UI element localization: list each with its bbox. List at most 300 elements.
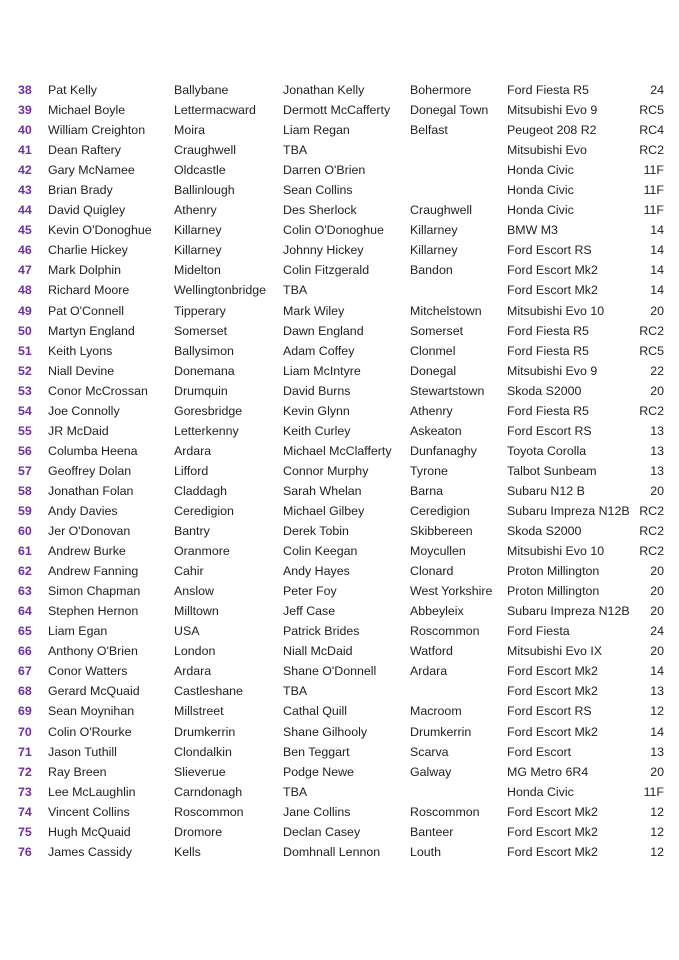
car-model: Ford Escort <box>507 744 572 759</box>
driver-town: Killarney <box>174 223 222 238</box>
car-model: Subaru Impreza N12B <box>507 503 630 518</box>
entry-row <box>0 541 679 561</box>
car-model: Ford Fiesta <box>507 624 570 639</box>
driver-town: London <box>174 644 216 659</box>
class-code: 13 <box>650 744 664 759</box>
entry-row <box>0 180 679 200</box>
car-model: Ford Escort Mk2 <box>507 684 598 699</box>
car-model: Proton Millington <box>507 584 600 599</box>
driver-town: Castleshane <box>174 684 243 699</box>
driver-name: James Cassidy <box>48 844 133 859</box>
entry-row <box>0 621 679 641</box>
entry-row <box>0 441 679 461</box>
driver-town: Ballybane <box>174 83 229 97</box>
class-code: 20 <box>650 584 664 599</box>
car-model: Subaru N12 B <box>507 483 585 498</box>
driver-town: Goresbridge <box>174 403 243 418</box>
driver-name: Brian Brady <box>48 183 113 198</box>
class-code: 11F <box>643 203 664 218</box>
car-model: Ford Escort Mk2 <box>507 804 598 819</box>
car-number: 58 <box>18 483 32 498</box>
driver-town: Ballysimon <box>174 343 234 358</box>
driver-name: Kevin O'Donoghue <box>48 223 152 238</box>
driver-name: William Creighton <box>48 123 146 138</box>
car-number: 48 <box>18 283 32 298</box>
codriver-town: Bohermore <box>410 83 472 97</box>
codriver-town: Athenry <box>410 403 453 418</box>
car-model: Mitsubishi Evo <box>507 143 587 158</box>
codriver-name: Darren O'Brien <box>283 163 366 178</box>
codriver-town: Belfast <box>410 123 448 138</box>
entry-row <box>0 421 679 441</box>
car-number: 59 <box>18 503 32 518</box>
driver-name: Conor McCrossan <box>48 383 148 398</box>
driver-name: Lee McLaughlin <box>48 784 136 799</box>
driver-name: Jonathan Folan <box>48 483 134 498</box>
codriver-name: Johnny Hickey <box>283 243 364 258</box>
entry-row <box>0 240 679 260</box>
car-model: Mitsubishi Evo 9 <box>507 363 598 378</box>
car-model: Ford Fiesta R5 <box>507 403 589 418</box>
entry-row <box>0 561 679 581</box>
codriver-name: Colin Keegan <box>283 544 358 559</box>
driver-town: Killarney <box>174 243 222 258</box>
class-code: 14 <box>650 223 664 238</box>
car-model: Peugeot 208 R2 <box>507 123 597 138</box>
driver-town: Drumquin <box>174 383 228 398</box>
codriver-name: Jane Collins <box>283 804 351 819</box>
car-number: 65 <box>18 624 32 639</box>
codriver-name: Colin Fitzgerald <box>283 263 370 278</box>
entry-row <box>0 361 679 381</box>
entry-row <box>0 381 679 401</box>
driver-town: Milltown <box>174 604 219 619</box>
codriver-town: Abbeyleix <box>410 604 464 619</box>
driver-town: Letterkenny <box>174 423 239 438</box>
car-model: Ford Escort RS <box>507 423 592 438</box>
car-number: 69 <box>18 704 32 719</box>
entry-row <box>0 681 679 701</box>
driver-name: Keith Lyons <box>48 343 113 358</box>
car-number: 53 <box>18 383 32 398</box>
driver-town: Lettermacward <box>174 103 256 118</box>
car-model: Honda Civic <box>507 163 574 178</box>
codriver-name: Shane Gilhooly <box>283 724 368 739</box>
class-code: RC2 <box>639 544 664 559</box>
driver-name: Geoffrey Dolan <box>48 463 132 478</box>
entry-row <box>0 200 679 220</box>
codriver-name: TBA <box>283 784 308 799</box>
entry-row <box>0 701 679 721</box>
driver-name: Liam Egan <box>48 624 108 639</box>
driver-town: Carndonagh <box>174 784 243 799</box>
codriver-name: Michael McClafferty <box>283 443 392 458</box>
driver-name: Andrew Burke <box>48 544 126 559</box>
codriver-town: Bandon <box>410 263 453 278</box>
car-model: Ford Escort Mk2 <box>507 844 598 859</box>
car-model: Ford Escort Mk2 <box>507 724 598 739</box>
codriver-name: Shane O'Donnell <box>283 664 377 679</box>
driver-town: Lifford <box>174 463 209 478</box>
entry-row <box>0 601 679 621</box>
entry-row <box>0 842 679 862</box>
driver-town: Dromore <box>174 824 223 839</box>
entry-list <box>0 80 679 862</box>
codriver-town: Askeaton <box>410 423 462 438</box>
class-code: 13 <box>650 423 664 438</box>
driver-name: Jason Tuthill <box>48 744 117 759</box>
car-model: Ford Fiesta R5 <box>507 323 589 338</box>
car-number: 62 <box>18 564 32 579</box>
codriver-town: Tyrone <box>410 463 448 478</box>
car-number: 61 <box>18 544 32 559</box>
codriver-name: Colin O'Donoghue <box>283 223 384 238</box>
codriver-town: Galway <box>410 764 452 779</box>
codriver-name: Declan Casey <box>283 824 361 839</box>
codriver-name: Mark Wiley <box>283 303 345 318</box>
codriver-name: Keith Curley <box>283 423 351 438</box>
class-code: 20 <box>650 383 664 398</box>
codriver-town: Roscommon <box>410 804 480 819</box>
codriver-town: Banteer <box>410 824 454 839</box>
class-code: RC5 <box>639 343 664 358</box>
driver-name: Dean Raftery <box>48 143 122 158</box>
codriver-name: Des Sherlock <box>283 203 357 218</box>
car-model: Toyota Corolla <box>507 443 587 458</box>
car-model: Mitsubishi Evo IX <box>507 644 603 659</box>
driver-name: Gary McNamee <box>48 163 135 178</box>
car-number: 67 <box>18 664 32 679</box>
codriver-town: Mitchelstown <box>410 303 482 318</box>
codriver-town: Craughwell <box>410 203 472 218</box>
driver-name: Jer O'Donovan <box>48 524 131 539</box>
class-code: 14 <box>650 243 664 258</box>
codriver-name: Liam Regan <box>283 123 350 138</box>
driver-name: Michael Boyle <box>48 103 126 118</box>
car-model: Skoda S2000 <box>507 524 582 539</box>
driver-town: Ballinlough <box>174 183 235 198</box>
entry-row <box>0 722 679 742</box>
car-model: Ford Fiesta R5 <box>507 343 589 358</box>
class-code: 11F <box>643 163 664 178</box>
codriver-name: Andy Hayes <box>283 564 350 579</box>
entry-row <box>0 742 679 762</box>
car-model: Ford Escort Mk2 <box>507 824 598 839</box>
driver-town: Cahir <box>174 564 204 579</box>
entry-row <box>0 762 679 782</box>
driver-town: Ceredigion <box>174 503 234 518</box>
codriver-town: Ardara <box>410 664 448 679</box>
car-model: Ford Escort Mk2 <box>507 263 598 278</box>
codriver-town: Killarney <box>410 243 458 258</box>
entry-row <box>0 481 679 501</box>
class-code: 20 <box>650 604 664 619</box>
driver-town: Ardara <box>174 664 212 679</box>
codriver-town: Watford <box>410 644 453 659</box>
entry-row <box>0 521 679 541</box>
driver-town: Kells <box>174 844 201 859</box>
car-number: 60 <box>18 524 32 539</box>
entry-row <box>0 260 679 280</box>
car-number: 56 <box>18 443 32 458</box>
class-code: 24 <box>650 624 664 639</box>
driver-town: Anslow <box>174 584 214 599</box>
codriver-name: Dawn England <box>283 323 364 338</box>
driver-name: Niall Devine <box>48 363 115 378</box>
class-code: RC4 <box>639 123 664 138</box>
car-number: 41 <box>18 143 32 158</box>
driver-town: Slieverue <box>174 764 226 779</box>
car-number: 43 <box>18 183 32 198</box>
entry-row <box>0 160 679 180</box>
car-number: 64 <box>18 604 32 619</box>
codriver-town: Roscommon <box>410 624 480 639</box>
entry-row <box>0 120 679 140</box>
class-code: 20 <box>650 564 664 579</box>
codriver-name: Adam Coffey <box>283 343 355 358</box>
driver-name: Richard Moore <box>48 283 130 298</box>
driver-town: Donemana <box>174 363 235 378</box>
car-number: 38 <box>18 83 32 97</box>
codriver-name: Patrick Brides <box>283 624 360 639</box>
class-code: RC2 <box>639 143 664 158</box>
codriver-name: Cathal Quill <box>283 704 348 719</box>
driver-town: Roscommon <box>174 804 244 819</box>
driver-name: Anthony O'Brien <box>48 644 138 659</box>
driver-name: Stephen Hernon <box>48 604 139 619</box>
car-number: 68 <box>18 684 32 699</box>
entry-row <box>0 301 679 321</box>
codriver-town: Donegal <box>410 363 457 378</box>
entry-row <box>0 280 679 300</box>
car-number: 71 <box>18 744 32 759</box>
driver-town: Oranmore <box>174 544 230 559</box>
codriver-name: TBA <box>283 143 308 158</box>
class-code: 12 <box>650 824 664 839</box>
car-model: Ford Escort RS <box>507 704 592 719</box>
driver-town: Somerset <box>174 323 228 338</box>
entry-row <box>0 80 679 100</box>
codriver-name: Domhnall Lennon <box>283 844 381 859</box>
car-number: 40 <box>18 123 32 138</box>
class-code: 11F <box>643 183 664 198</box>
car-number: 42 <box>18 163 32 178</box>
entry-row <box>0 321 679 341</box>
car-model: Ford Fiesta R5 <box>507 83 589 97</box>
car-number: 47 <box>18 263 32 278</box>
driver-town: Tipperary <box>174 303 226 318</box>
car-model: Honda Civic <box>507 784 574 799</box>
car-model: Ford Escort Mk2 <box>507 283 598 298</box>
entry-row <box>0 641 679 661</box>
car-number: 63 <box>18 584 32 599</box>
codriver-name: Derek Tobin <box>283 524 349 539</box>
class-code: 11F <box>643 784 664 799</box>
codriver-name: David Burns <box>283 383 351 398</box>
driver-name: Charlie Hickey <box>48 243 128 258</box>
codriver-town: Ceredigion <box>410 503 470 518</box>
driver-name: Andy Davies <box>48 503 118 518</box>
entry-row <box>0 461 679 481</box>
codriver-name: Jonathan Kelly <box>283 83 365 97</box>
driver-name: Sean Moynihan <box>48 704 135 719</box>
driver-name: Mark Dolphin <box>48 263 121 278</box>
driver-name: Joe Connolly <box>48 403 120 418</box>
driver-town: USA <box>174 624 200 639</box>
driver-town: Clondalkin <box>174 744 232 759</box>
car-number: 57 <box>18 463 32 478</box>
car-model: Honda Civic <box>507 203 574 218</box>
codriver-name: Liam McIntyre <box>283 363 361 378</box>
car-number: 51 <box>18 343 32 358</box>
class-code: 12 <box>650 704 664 719</box>
class-code: 13 <box>650 443 664 458</box>
entry-row <box>0 581 679 601</box>
codriver-town: Stewartstown <box>410 383 485 398</box>
driver-name: Ray Breen <box>48 764 107 779</box>
class-code: 12 <box>650 844 664 859</box>
car-number: 50 <box>18 323 32 338</box>
driver-town: Millstreet <box>174 704 224 719</box>
class-code: 14 <box>650 664 664 679</box>
codriver-name: Jeff Case <box>283 604 336 619</box>
codriver-name: Peter Foy <box>283 584 337 599</box>
driver-town: Bantry <box>174 524 210 539</box>
driver-town: Craughwell <box>174 143 236 158</box>
car-number: 49 <box>18 303 32 318</box>
car-number: 66 <box>18 644 32 659</box>
car-number: 45 <box>18 223 32 238</box>
codriver-name: Ben Teggart <box>283 744 350 759</box>
codriver-name: Michael Gilbey <box>283 503 365 518</box>
class-code: RC2 <box>639 524 664 539</box>
driver-town: Claddagh <box>174 483 228 498</box>
entry-row <box>0 782 679 802</box>
car-number: 73 <box>18 784 32 799</box>
codriver-name: Connor Murphy <box>283 463 369 478</box>
car-model: Mitsubishi Evo 9 <box>507 103 598 118</box>
driver-name: Andrew Fanning <box>48 564 139 579</box>
driver-name: Vincent Collins <box>48 804 130 819</box>
codriver-town: Skibbereen <box>410 524 473 539</box>
class-code: RC2 <box>639 403 664 418</box>
driver-town: Athenry <box>174 203 217 218</box>
driver-name: Colin O'Rourke <box>48 724 132 739</box>
driver-name: JR McDaid <box>48 423 109 438</box>
car-model: Proton Millington <box>507 564 600 579</box>
entry-row <box>0 661 679 681</box>
car-model: BMW M3 <box>507 223 558 238</box>
codriver-town: West Yorkshire <box>410 584 493 599</box>
driver-town: Drumkerrin <box>174 724 236 739</box>
class-code: 14 <box>650 283 664 298</box>
car-number: 74 <box>18 804 32 819</box>
entry-row <box>0 802 679 822</box>
codriver-name: Podge Newe <box>283 764 354 779</box>
class-code: 20 <box>650 764 664 779</box>
car-number: 76 <box>18 844 32 859</box>
car-model: Mitsubishi Evo 10 <box>507 544 605 559</box>
class-code: 24 <box>650 83 664 97</box>
entry-row <box>0 220 679 240</box>
car-number: 44 <box>18 203 32 218</box>
driver-name: Simon Chapman <box>48 584 141 599</box>
car-model: Honda Civic <box>507 183 574 198</box>
car-number: 75 <box>18 824 32 839</box>
car-model: Skoda S2000 <box>507 383 582 398</box>
driver-name: Columba Heena <box>48 443 138 458</box>
car-number: 52 <box>18 363 32 378</box>
codriver-town: Macroom <box>410 704 462 719</box>
class-code: 14 <box>650 263 664 278</box>
class-code: 20 <box>650 303 664 318</box>
driver-town: Moira <box>174 123 205 138</box>
codriver-town: Somerset <box>410 323 464 338</box>
codriver-name: TBA <box>283 283 308 298</box>
car-model: Ford Escort Mk2 <box>507 664 598 679</box>
car-number: 46 <box>18 243 32 258</box>
entry-row <box>0 140 679 160</box>
codriver-name: Sean Collins <box>283 183 353 198</box>
codriver-name: TBA <box>283 684 308 699</box>
codriver-name: Dermott McCafferty <box>283 103 391 118</box>
class-code: 12 <box>650 804 664 819</box>
car-number: 54 <box>18 403 32 418</box>
codriver-town: Drumkerrin <box>410 724 472 739</box>
class-code: 13 <box>650 684 664 699</box>
codriver-town: Louth <box>410 844 442 859</box>
driver-town: Wellingtonbridge <box>174 283 267 298</box>
codriver-town: Killarney <box>410 223 458 238</box>
driver-name: Gerard McQuaid <box>48 684 140 699</box>
class-code: 22 <box>650 363 664 378</box>
entry-row <box>0 822 679 842</box>
codriver-town: Scarva <box>410 744 449 759</box>
codriver-name: Sarah Whelan <box>283 483 362 498</box>
car-model: MG Metro 6R4 <box>507 764 589 779</box>
car-number: 39 <box>18 103 32 118</box>
class-code: 20 <box>650 483 664 498</box>
driver-name: Pat O'Connell <box>48 303 125 318</box>
driver-name: David Quigley <box>48 203 126 218</box>
entry-row <box>0 341 679 361</box>
car-number: 55 <box>18 423 32 438</box>
car-model: Talbot Sunbeam <box>507 463 597 478</box>
codriver-town: Donegal Town <box>410 103 489 118</box>
class-code: RC5 <box>639 103 664 118</box>
driver-town: Oldcastle <box>174 163 226 178</box>
class-code: RC2 <box>639 503 664 518</box>
driver-town: Ardara <box>174 443 212 458</box>
driver-name: Pat Kelly <box>48 83 97 97</box>
class-code: 14 <box>650 724 664 739</box>
entry-row <box>0 501 679 521</box>
driver-name: Hugh McQuaid <box>48 824 131 839</box>
driver-town: Midelton <box>174 263 221 278</box>
codriver-town: Clonmel <box>410 343 456 358</box>
codriver-town: Barna <box>410 483 444 498</box>
codriver-town: Moycullen <box>410 544 466 559</box>
codriver-town: Clonard <box>410 564 454 579</box>
car-number: 72 <box>18 764 32 779</box>
codriver-name: Kevin Glynn <box>283 403 350 418</box>
class-code: 20 <box>650 644 664 659</box>
car-model: Ford Escort RS <box>507 243 592 258</box>
class-code: RC2 <box>639 323 664 338</box>
car-number: 70 <box>18 724 32 739</box>
codriver-town: Dunfanaghy <box>410 443 477 458</box>
entry-row <box>0 401 679 421</box>
